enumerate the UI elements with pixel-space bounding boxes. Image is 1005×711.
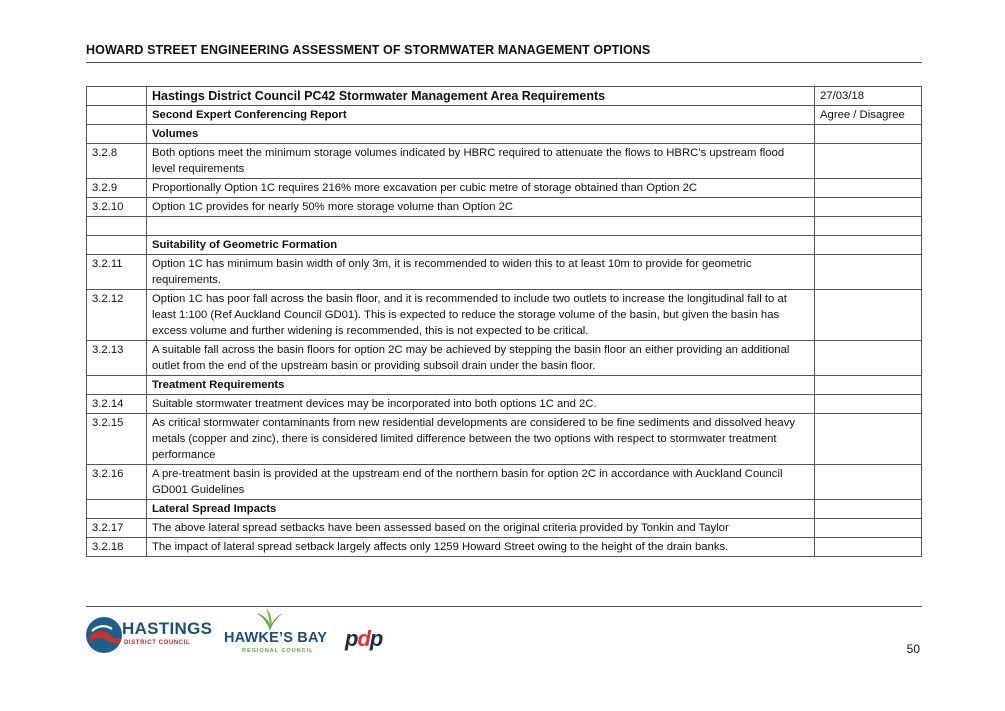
table-row bbox=[87, 217, 922, 236]
agree-disagree-cell bbox=[815, 179, 922, 198]
hastings-wave-icon bbox=[86, 617, 122, 653]
agree-disagree-cell bbox=[815, 414, 922, 465]
agree-disagree-header: Agree / Disagree bbox=[815, 106, 922, 125]
table-row bbox=[87, 198, 922, 217]
section-number: 3.2.16 bbox=[87, 465, 147, 500]
table-subtitle-row bbox=[87, 106, 922, 125]
requirement-text: Option 1C provides for nearly 50% more storage volume than Option 2C bbox=[147, 198, 815, 217]
table-row bbox=[87, 236, 922, 255]
section-number: 3.2.18 bbox=[87, 538, 147, 557]
section-number: 3.2.12 bbox=[87, 290, 147, 341]
hbrc-logo-subtitle: REGIONAL COUNCIL bbox=[242, 648, 314, 654]
section-number: 3.2.10 bbox=[87, 198, 147, 217]
hbrc-leaf-icon bbox=[252, 608, 288, 632]
hawkes-bay-regional-council-logo bbox=[222, 608, 332, 656]
agree-disagree-cell bbox=[815, 538, 922, 557]
requirement-text: As critical stormwater contaminants from new residential developments are considered to be fine sediments and dissolved heavy metals (copper and zinc), there is considered limited difference between the two options with respect to stormwater treatment performance bbox=[147, 414, 815, 465]
table-row bbox=[87, 465, 922, 500]
hastings-district-council-logo bbox=[86, 616, 213, 656]
agree-disagree-cell bbox=[815, 500, 922, 519]
table-row bbox=[87, 255, 922, 290]
requirement-text: The impact of lateral spread setback largely affects only 1259 Howard Street owing to the height of the drain banks. bbox=[147, 538, 815, 557]
agree-disagree-cell bbox=[815, 217, 922, 236]
agree-disagree-cell bbox=[815, 465, 922, 500]
table-row bbox=[87, 500, 922, 519]
section-heading: Lateral Spread Impacts bbox=[147, 500, 815, 519]
section-number: 3.2.11 bbox=[87, 255, 147, 290]
requirement-text: A suitable fall across the basin floors for option 2C may be achieved by stepping the basin floor an either providing an additional outlet from the end of the upstream basin or providing subsoil drain under the basin floor. bbox=[147, 341, 815, 376]
agree-disagree-cell bbox=[815, 198, 922, 217]
table-title: Hastings District Council PC42 Stormwater Management Area Requirements bbox=[147, 87, 815, 106]
table-title-row bbox=[87, 87, 922, 106]
table-row bbox=[87, 144, 922, 179]
table-row bbox=[87, 376, 922, 395]
section-number: 3.2.14 bbox=[87, 395, 147, 414]
section-number bbox=[87, 376, 147, 395]
hastings-logo-name: HASTINGS bbox=[122, 619, 213, 638]
section-number: 3.2.8 bbox=[87, 144, 147, 179]
agree-disagree-cell bbox=[815, 341, 922, 376]
requirement-text: Proportionally Option 1C requires 216% more excavation per cubic metre of storage obtained than Option 2C bbox=[147, 179, 815, 198]
requirement-text: Option 1C has minimum basin width of only 3m, it is recommended to widen this to at least 10m to provide for geometric requirements. bbox=[147, 255, 815, 290]
pdp-letter-d: d bbox=[357, 626, 370, 651]
table-row bbox=[87, 125, 922, 144]
hastings-logo-subtitle: DISTRICT COUNCIL bbox=[124, 640, 191, 646]
hbrc-logo-name: HAWKE’S BAY bbox=[224, 630, 328, 646]
footer-divider bbox=[86, 606, 922, 607]
table-subtitle: Second Expert Conferencing Report bbox=[147, 106, 815, 125]
section-number bbox=[87, 500, 147, 519]
requirement-text: Suitable stormwater treatment devices may be incorporated into both options 1C and 2C. bbox=[147, 395, 815, 414]
document-header-title: HOWARD STREET ENGINEERING ASSESSMENT OF STORMWATER MANAGEMENT OPTIONS bbox=[86, 43, 651, 57]
requirement-text: A pre-treatment basin is provided at the upstream end of the northern basin for option 2C in accordance with Auckland Council GD001 Guidelines bbox=[147, 465, 815, 500]
agree-disagree-cell bbox=[815, 290, 922, 341]
subtitle-num-cell bbox=[87, 106, 147, 125]
section-number: 3.2.15 bbox=[87, 414, 147, 465]
section-heading: Volumes bbox=[147, 125, 815, 144]
pdp-letter-p1: p bbox=[345, 626, 358, 651]
agree-disagree-cell bbox=[815, 236, 922, 255]
pdp-logo bbox=[345, 626, 399, 654]
section-number: 3.2.17 bbox=[87, 519, 147, 538]
requirement-text: Option 1C has poor fall across the basin floor, and it is recommended to include two outlets to increase the longitudinal fall to at least 1:100 (Ref Auckland Council GD01). This is expected to reduce the storage volume of the basin, but given the basin has excess volume and further widening is recommended, this is not expected to be critical. bbox=[147, 290, 815, 341]
table-row bbox=[87, 179, 922, 198]
table-row bbox=[87, 414, 922, 465]
header-divider bbox=[86, 62, 922, 63]
page-number: 50 bbox=[906, 642, 920, 656]
pdp-letter-p2: p bbox=[369, 626, 383, 651]
section-number bbox=[87, 236, 147, 255]
agree-disagree-cell bbox=[815, 519, 922, 538]
agree-disagree-cell bbox=[815, 125, 922, 144]
section-heading: Treatment Requirements bbox=[147, 376, 815, 395]
agree-disagree-cell bbox=[815, 255, 922, 290]
requirement-text: Both options meet the minimum storage volumes indicated by HBRC required to attenuate the flows to HBRC’s upstream flood level requirements bbox=[147, 144, 815, 179]
table-row bbox=[87, 538, 922, 557]
title-num-cell bbox=[87, 87, 147, 106]
agree-disagree-cell bbox=[815, 376, 922, 395]
requirement-text: The above lateral spread setbacks have been assessed based on the original criteria provided by Tonkin and Taylor bbox=[147, 519, 815, 538]
table-row bbox=[87, 395, 922, 414]
section-heading: Suitability of Geometric Formation bbox=[147, 236, 815, 255]
section-number: 3.2.9 bbox=[87, 179, 147, 198]
table-row bbox=[87, 341, 922, 376]
section-number: 3.2.13 bbox=[87, 341, 147, 376]
agree-disagree-cell bbox=[815, 144, 922, 179]
requirement-text bbox=[147, 217, 815, 236]
agree-disagree-cell bbox=[815, 395, 922, 414]
table-row bbox=[87, 290, 922, 341]
pdp-logo-text bbox=[345, 626, 382, 652]
table-date: 27/03/18 bbox=[815, 87, 922, 106]
section-number bbox=[87, 217, 147, 236]
table-row bbox=[87, 519, 922, 538]
requirements-table bbox=[86, 86, 922, 557]
section-number bbox=[87, 125, 147, 144]
